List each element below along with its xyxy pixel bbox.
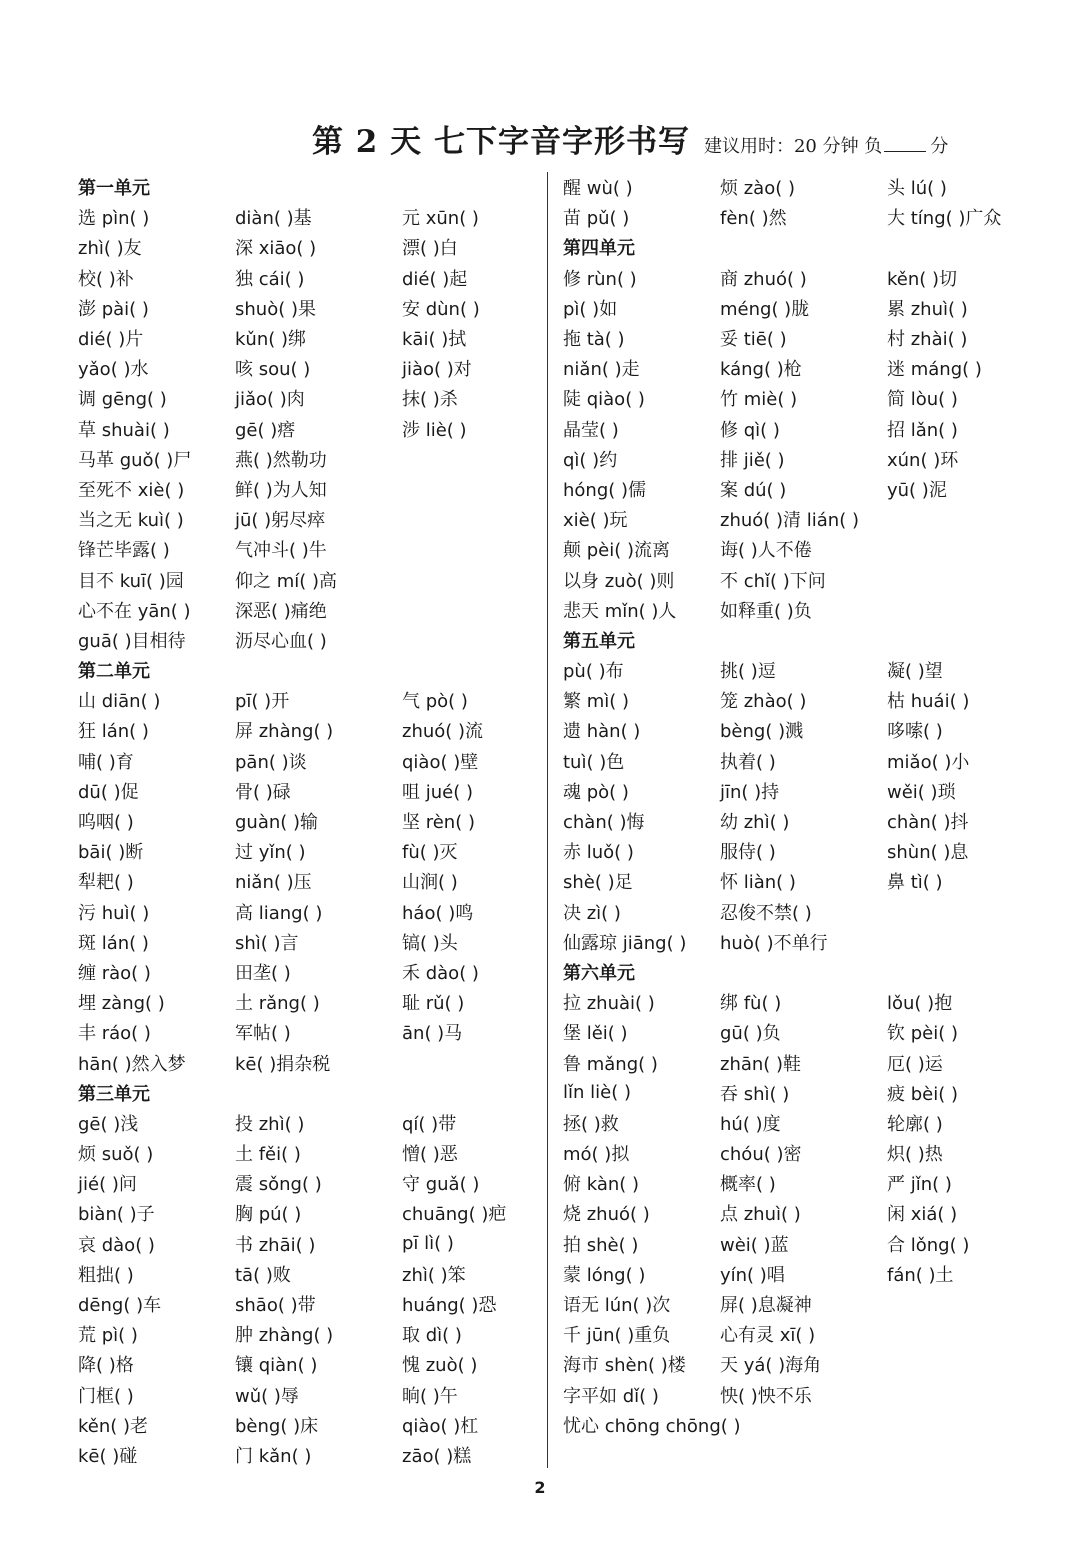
fill-in-item[interactable]: 粗拙( )	[78, 1264, 134, 1286]
fill-in-item[interactable]: wěi( )琐	[887, 781, 956, 803]
fill-in-item[interactable]: dié( )片	[78, 329, 144, 351]
fill-in-item[interactable]: fán( )土	[887, 1264, 954, 1286]
score-unit: 分	[930, 136, 949, 157]
fill-in-item[interactable]: fù( )灭	[402, 842, 458, 864]
fill-in-item[interactable]: 校( )补	[78, 268, 134, 290]
fill-in-item[interactable]: 执着( )	[720, 751, 776, 773]
fill-in-item[interactable]: pù( )布	[563, 661, 624, 683]
fill-in-item[interactable]: 污 huì( )	[78, 902, 150, 924]
fill-in-item[interactable]: 澎 pài( )	[78, 298, 149, 320]
fill-in-item[interactable]: 书 zhāi( )	[235, 1234, 316, 1256]
fill-in-item[interactable]: 元 xūn( )	[402, 208, 479, 230]
fill-in-item[interactable]: 枯 huái( )	[887, 691, 970, 713]
fill-in-item[interactable]: 诲( )人不倦	[720, 540, 812, 562]
fill-in-item[interactable]: 哀 dào( )	[78, 1234, 155, 1256]
fill-in-item[interactable]: wèi( )蓝	[720, 1234, 789, 1256]
fill-in-item[interactable]: 累 zhuì( )	[887, 298, 968, 320]
fill-in-item[interactable]: gē( )瘩	[235, 419, 296, 441]
fill-in-item[interactable]: tā( )败	[235, 1264, 291, 1286]
fill-in-item[interactable]: 俯 kàn( )	[563, 1174, 640, 1196]
fill-in-item[interactable]: kē( )碰	[78, 1445, 138, 1467]
fill-in-item[interactable]: 独 cái( )	[235, 268, 305, 290]
fill-in-item[interactable]: 竹 miè( )	[720, 389, 798, 411]
fill-in-item[interactable]: 田垄( )	[235, 962, 291, 984]
unit-heading: 第四单元	[563, 238, 635, 260]
fill-in-item[interactable]: 土 rǎng( )	[235, 993, 320, 1015]
fill-in-item[interactable]: 肿 zhàng( )	[235, 1325, 334, 1347]
fill-in-item[interactable]: chóu( )密	[720, 1144, 802, 1166]
fill-in-item[interactable]: 荒 pì( )	[78, 1325, 138, 1347]
fill-in-item[interactable]: lǐn liè( )	[563, 1082, 631, 1104]
fill-in-item[interactable]: 骨( )碌	[235, 781, 291, 803]
fill-in-item[interactable]: 千 jūn( )重负	[563, 1325, 671, 1347]
fill-in-item[interactable]: 仙露琼 jiāng( )	[563, 932, 687, 954]
fill-in-item[interactable]: 疲 bèi( )	[887, 1083, 958, 1105]
fill-in-item[interactable]: 拍 shè( )	[563, 1234, 639, 1256]
fill-in-item[interactable]: yǎo( )水	[78, 359, 149, 381]
fill-in-item[interactable]: yū( )泥	[887, 479, 947, 501]
fill-in-item[interactable]: zāo( )糕	[402, 1445, 472, 1467]
fill-in-item[interactable]: chuāng( )疤	[402, 1204, 507, 1226]
fill-in-item[interactable]: 沥尽心血( )	[235, 630, 327, 652]
fill-in-item[interactable]: qí( )带	[402, 1113, 457, 1135]
fill-in-item[interactable]: 镶 qiàn( )	[235, 1355, 318, 1377]
fill-in-item[interactable]: 降( )格	[78, 1355, 134, 1377]
fill-in-item[interactable]: 商 zhuó( )	[720, 268, 807, 290]
fill-in-item[interactable]: 忧心 chōng chōng( )	[563, 1415, 741, 1437]
fill-in-item[interactable]: 仰之 mí( )高	[235, 570, 338, 592]
fill-in-item[interactable]: 案 dú( )	[720, 479, 787, 501]
fill-in-item[interactable]: zhuó( )清 lián( )	[720, 510, 859, 532]
fill-in-item[interactable]: zhì( )笨	[402, 1264, 466, 1286]
fill-in-item[interactable]: 概率( )	[720, 1174, 776, 1196]
fill-in-item[interactable]: 马革 guǒ( )尸	[78, 449, 192, 471]
fill-in-item[interactable]: xún( )环	[887, 449, 959, 471]
fill-in-item[interactable]: 坚 rèn( )	[402, 812, 475, 834]
fill-in-item[interactable]: miǎo( )小	[887, 751, 970, 773]
page-title: 第 2 天 七下字音字形书写	[312, 124, 690, 160]
fill-in-item[interactable]: 当之无 kuì( )	[78, 510, 184, 532]
fill-in-item[interactable]: guàn( )输	[235, 812, 319, 834]
unit-heading: 第三单元	[78, 1083, 150, 1105]
fill-in-item[interactable]: pì( )如	[563, 298, 618, 320]
fill-in-item[interactable]: 鲁 mǎng( )	[563, 1053, 658, 1075]
fill-in-item[interactable]: jiǎo( )肉	[235, 389, 305, 411]
unit-heading: 第六单元	[563, 962, 635, 984]
fill-in-item[interactable]: bāi( )断	[78, 842, 144, 864]
fill-in-item[interactable]: 门 kǎn( )	[235, 1445, 312, 1467]
right-column	[563, 172, 1023, 1440]
fill-in-item[interactable]: 悲天 mǐn( )人	[563, 600, 677, 622]
suggested-time: 建议用时：20 分钟 负	[703, 136, 883, 157]
fill-in-item[interactable]: mó( )拟	[563, 1144, 630, 1166]
fill-in-item[interactable]: 闲 xiá( )	[887, 1204, 958, 1226]
fill-in-item[interactable]: zhì( )友	[78, 238, 142, 260]
fill-in-item[interactable]: 山涧( )	[402, 872, 458, 894]
fill-in-item[interactable]: 安 dùn( )	[402, 298, 480, 320]
fill-in-item[interactable]: 轮廓( )	[887, 1113, 943, 1135]
fill-in-item[interactable]: 哆嗦( )	[887, 721, 943, 743]
fill-in-item[interactable]: 心有灵 xī( )	[720, 1325, 816, 1347]
fill-in-item[interactable]: 屏( )息凝神	[720, 1295, 812, 1317]
fill-in-item[interactable]: 燕( )然勒功	[235, 449, 327, 471]
fill-in-item[interactable]: 拖 tà( )	[563, 329, 625, 351]
fill-in-item[interactable]: 迷 máng( )	[887, 359, 982, 381]
fill-in-item[interactable]: 修 qì( )	[720, 419, 780, 441]
fill-in-item[interactable]: 抹( )杀	[402, 389, 458, 411]
fill-in-item[interactable]: 鼻 tì( )	[887, 872, 943, 894]
fill-in-item[interactable]: 简 lòu( )	[887, 389, 958, 411]
fill-in-item[interactable]: bèng( )溅	[720, 721, 804, 743]
fill-in-item[interactable]: 调 gēng( )	[78, 389, 167, 411]
fill-in-item[interactable]: qiào( )杠	[402, 1415, 479, 1437]
fill-in-item[interactable]: huò( )不单行	[720, 932, 828, 954]
fill-in-item[interactable]: 决 zì( )	[563, 902, 621, 924]
fill-in-item[interactable]: niǎn( )走	[563, 359, 640, 381]
fill-in-item[interactable]: 晶莹( )	[563, 419, 619, 441]
fill-in-item[interactable]: fèn( )然	[720, 208, 787, 230]
fill-in-item[interactable]: qì( )约	[563, 449, 618, 471]
fill-in-item[interactable]: chàn( )抖	[887, 812, 969, 834]
fill-in-item[interactable]: 绑 fù( )	[720, 993, 782, 1015]
fill-in-item[interactable]: 字平如 dǐ( )	[563, 1385, 659, 1407]
fill-in-item[interactable]: 合 lǒng( )	[887, 1234, 970, 1256]
fill-in-item[interactable]: jū( )躬尽瘁	[235, 510, 326, 532]
fill-in-item[interactable]: diàn( )基	[235, 208, 312, 230]
fill-in-item[interactable]: 取 dì( )	[402, 1325, 462, 1347]
fill-in-item[interactable]: 头 lú( )	[887, 178, 947, 200]
fill-in-item[interactable]: méng( )胧	[720, 298, 810, 320]
fill-in-item[interactable]: 服侍( )	[720, 842, 776, 864]
fill-in-item[interactable]: 草 shuài( )	[78, 419, 170, 441]
fill-in-item[interactable]: 选 pìn( )	[78, 208, 150, 230]
fill-in-item[interactable]: hóng( )儒	[563, 479, 647, 501]
score-blank[interactable]	[884, 135, 926, 152]
fill-in-item[interactable]: guā( )目相待	[78, 630, 186, 652]
fill-in-item[interactable]: 烦 zào( )	[720, 178, 795, 200]
fill-in-item[interactable]: 魂 pò( )	[563, 781, 629, 803]
fill-in-item[interactable]: 海市 shèn( )楼	[563, 1355, 686, 1377]
fill-in-item[interactable]: 山 diān( )	[78, 691, 161, 713]
fill-in-item[interactable]: 愧 zuò( )	[402, 1355, 478, 1377]
fill-in-item[interactable]: 锋芒毕露( )	[78, 540, 170, 562]
fill-in-item[interactable]: dié( )起	[402, 268, 468, 290]
page-number: 2	[534, 1478, 546, 1497]
fill-in-item[interactable]: 气 pò( )	[402, 691, 468, 713]
unit-heading: 第一单元	[78, 178, 150, 200]
fill-in-item[interactable]: 缠 rào( )	[78, 962, 151, 984]
fill-in-item[interactable]: 禾 dào( )	[402, 962, 479, 984]
fill-in-item[interactable]: 吞 shì( )	[720, 1083, 790, 1105]
fill-in-item[interactable]: 斑 lán( )	[78, 932, 149, 954]
fill-in-item[interactable]: 拯( )救	[563, 1113, 619, 1135]
fill-in-item[interactable]: pī lì( )	[402, 1233, 454, 1255]
fill-in-item[interactable]: 怏( )怏不乐	[720, 1385, 812, 1407]
fill-in-item[interactable]: yín( )唱	[720, 1264, 785, 1286]
column-divider	[547, 172, 548, 1468]
fill-in-item[interactable]: kěn( )老	[78, 1415, 149, 1437]
fill-in-item[interactable]: 哺( )育	[78, 751, 134, 773]
fill-in-item[interactable]: 钦 pèi( )	[887, 1023, 958, 1045]
fill-in-item[interactable]: jīn( )持	[720, 781, 780, 803]
fill-in-item[interactable]: zhān( )鞋	[720, 1053, 802, 1075]
fill-in-item[interactable]: dēng( )车	[78, 1295, 162, 1317]
fill-in-item[interactable]: 严 jǐn( )	[887, 1174, 952, 1196]
fill-in-item[interactable]: 不 chǐ( )下问	[720, 570, 826, 592]
unit-heading: 第五单元	[563, 630, 635, 652]
fill-in-item[interactable]: 妥 tiē( )	[720, 329, 787, 351]
fill-in-item[interactable]: 蒙 lóng( )	[563, 1264, 646, 1286]
fill-in-item[interactable]: 村 zhài( )	[887, 329, 968, 351]
fill-in-item[interactable]: 烦 suǒ( )	[78, 1144, 154, 1166]
fill-in-item[interactable]: 门框( )	[78, 1385, 134, 1407]
fill-in-item[interactable]: shuò( )果	[235, 298, 316, 320]
fill-in-item[interactable]: kāi( )拭	[402, 329, 467, 351]
fill-in-item[interactable]: 狂 lán( )	[78, 721, 149, 743]
fill-in-item[interactable]: dū( )促	[78, 781, 139, 803]
fill-in-item[interactable]: bèng( )床	[235, 1415, 319, 1437]
fill-in-item[interactable]: 深恶( )痛绝	[235, 600, 327, 622]
fill-in-item[interactable]: káng( )枪	[720, 359, 802, 381]
fill-in-item[interactable]: jiào( )对	[402, 359, 472, 381]
fill-in-item[interactable]: 咳 sou( )	[235, 359, 311, 381]
fill-in-item[interactable]: 呜咽( )	[78, 812, 134, 834]
fill-in-item[interactable]: 晌( )午	[402, 1385, 458, 1407]
fill-in-item[interactable]: 埋 zàng( )	[78, 993, 165, 1015]
fill-in-item[interactable]: 怀 liàn( )	[720, 872, 796, 894]
fill-in-item[interactable]: 陡 qiào( )	[563, 389, 645, 411]
fill-in-item[interactable]: hú( )度	[720, 1113, 781, 1135]
fill-in-item[interactable]: 胸 pú( )	[235, 1204, 302, 1226]
fill-in-item[interactable]: 繁 mì( )	[563, 691, 630, 713]
fill-in-item[interactable]: 挑( )逗	[720, 661, 776, 683]
fill-in-item[interactable]: 涉 liè( )	[402, 419, 467, 441]
fill-in-item[interactable]: ān( )马	[402, 1023, 463, 1045]
unit-heading: 第二单元	[78, 661, 150, 683]
fill-in-item[interactable]: huáng( )恐	[402, 1295, 497, 1317]
fill-in-item[interactable]: 守 guǎ( )	[402, 1174, 480, 1196]
fill-in-item[interactable]: 目不 kuī( )园	[78, 570, 184, 592]
fill-in-item[interactable]: 排 jiě( )	[720, 449, 785, 471]
fill-in-item[interactable]: niǎn( )压	[235, 872, 312, 894]
fill-in-item[interactable]: wǔ( )辱	[235, 1385, 299, 1407]
fill-in-item[interactable]: 笼 zhào( )	[720, 691, 807, 713]
fill-in-item[interactable]: 漂( )白	[402, 238, 458, 260]
fill-in-item[interactable]: 震 sǒng( )	[235, 1174, 322, 1196]
fill-in-item[interactable]: shùn( )息	[887, 842, 969, 864]
fill-in-item[interactable]: gū( )负	[720, 1023, 781, 1045]
fill-in-item[interactable]: tuì( )色	[563, 751, 625, 773]
fill-in-item[interactable]: shāo( )带	[235, 1295, 316, 1317]
fill-in-item[interactable]: shì( )言	[235, 932, 299, 954]
fill-in-item[interactable]: 鲜( )为人知	[235, 479, 327, 501]
fill-in-item[interactable]: 幼 zhì( )	[720, 812, 790, 834]
fill-in-item[interactable]: 苗 pǔ( )	[563, 208, 630, 230]
fill-in-item[interactable]: 炽( )热	[887, 1144, 943, 1166]
fill-in-item[interactable]: 点 zhuì( )	[720, 1204, 801, 1226]
fill-in-item[interactable]: 咀 jué( )	[402, 781, 473, 803]
fill-in-item[interactable]: pī( )开	[235, 691, 290, 713]
fill-in-item[interactable]: 耻 rǔ( )	[402, 993, 465, 1015]
fill-in-item[interactable]: kǔn( )绑	[235, 329, 307, 351]
fill-in-item[interactable]: 颠 pèi( )流离	[563, 540, 670, 562]
fill-in-item[interactable]: 投 zhì( )	[235, 1113, 305, 1135]
fill-in-item[interactable]: 犁耙( )	[78, 872, 134, 894]
fill-in-item[interactable]: 土 fěi( )	[235, 1144, 301, 1166]
fill-in-item[interactable]: 赤 luǒ( )	[563, 842, 634, 864]
fill-in-item[interactable]: 屏 zhàng( )	[235, 721, 334, 743]
fill-in-item[interactable]: shè( )足	[563, 872, 633, 894]
fill-in-item[interactable]: 语无 lún( )次	[563, 1295, 671, 1317]
fill-in-item[interactable]: 堡 lěi( )	[563, 1023, 628, 1045]
fill-in-item[interactable]: gē( )浅	[78, 1113, 139, 1135]
fill-in-item[interactable]: kěn( )切	[887, 268, 958, 290]
fill-in-item[interactable]: 招 lǎn( )	[887, 419, 958, 441]
fill-in-item[interactable]: 以身 zuò( )则	[563, 570, 675, 592]
fill-in-item[interactable]: 心不在 yān( )	[78, 600, 191, 622]
fill-in-item[interactable]: háo( )鸣	[402, 902, 474, 924]
fill-in-item[interactable]: 修 rùn( )	[563, 268, 637, 290]
fill-in-item[interactable]: chàn( )悔	[563, 812, 645, 834]
fill-in-item[interactable]: 过 yǐn( )	[235, 842, 306, 864]
fill-in-item[interactable]: 高 liang( )	[235, 902, 323, 924]
fill-in-item[interactable]: 醒 wù( )	[563, 178, 633, 200]
fill-in-item[interactable]: lǒu( )抱	[887, 993, 953, 1015]
fill-in-item[interactable]: 如释重( )负	[720, 600, 812, 622]
fill-in-item[interactable]: hān( )然入梦	[78, 1053, 186, 1075]
fill-in-item[interactable]: 憎( )恶	[402, 1144, 458, 1166]
fill-in-item[interactable]: jié( )问	[78, 1174, 137, 1196]
fill-in-item[interactable]: biàn( )子	[78, 1204, 155, 1226]
fill-in-item[interactable]: zhuó( )流	[402, 721, 484, 743]
fill-in-item[interactable]: pān( )谈	[235, 751, 307, 773]
fill-in-item[interactable]: 烧 zhuó( )	[563, 1204, 650, 1226]
fill-in-item[interactable]: qiào( )壁	[402, 751, 479, 773]
fill-in-item[interactable]: 遗 hàn( )	[563, 721, 641, 743]
fill-in-item[interactable]: kē( )捐杂税	[235, 1053, 331, 1075]
fill-in-item[interactable]: 凝( )望	[887, 661, 943, 683]
fill-in-item[interactable]: 拉 zhuài( )	[563, 993, 655, 1015]
fill-in-item[interactable]: 忍俊不禁( )	[720, 902, 812, 924]
fill-in-item[interactable]: 至死不 xiè( )	[78, 479, 185, 501]
fill-in-item[interactable]: xiè( )玩	[563, 510, 628, 532]
fill-in-item[interactable]: 军帖( )	[235, 1023, 291, 1045]
fill-in-item[interactable]: 气冲斗( )牛	[235, 540, 327, 562]
fill-in-item[interactable]: 丰 ráo( )	[78, 1023, 151, 1045]
page-header	[312, 116, 948, 161]
fill-in-item[interactable]: 镐( )头	[402, 932, 458, 954]
fill-in-item[interactable]: 厄( )运	[887, 1053, 943, 1075]
fill-in-item[interactable]: 大 tíng( )广众	[887, 208, 1002, 230]
fill-in-item[interactable]: 天 yá( )海角	[720, 1355, 822, 1377]
fill-in-item[interactable]: 深 xiāo( )	[235, 238, 317, 260]
left-column	[78, 172, 538, 1470]
